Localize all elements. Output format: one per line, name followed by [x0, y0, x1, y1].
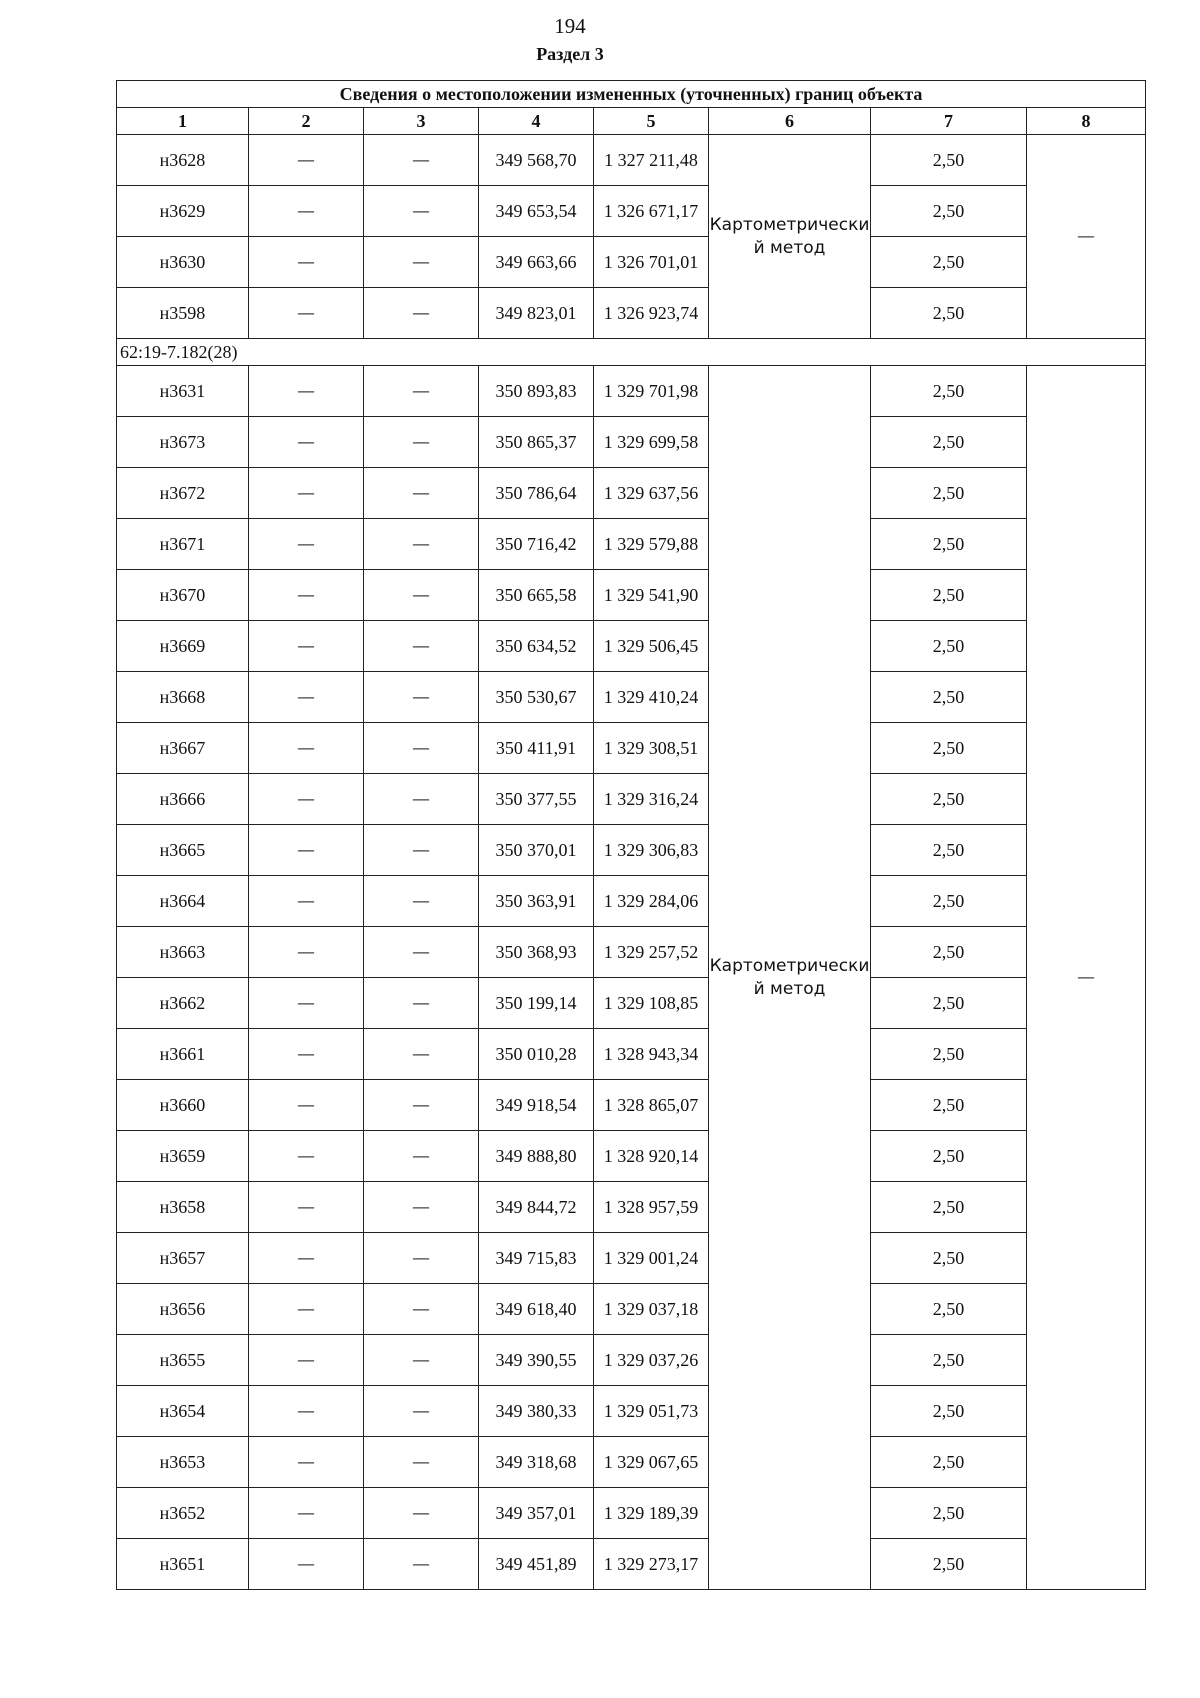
table-row [117, 1437, 1146, 1488]
col2-value: — [249, 1335, 364, 1386]
col3-value: — [364, 135, 479, 186]
col2-value: — [249, 825, 364, 876]
y-coordinate: 1 328 943,34 [594, 1029, 709, 1080]
y-coordinate: 1 329 306,83 [594, 825, 709, 876]
accuracy-value: 2,50 [871, 1539, 1027, 1590]
table-row [117, 672, 1146, 723]
table-row [117, 186, 1146, 237]
x-coordinate: 349 715,83 [479, 1233, 594, 1284]
accuracy-value: 2,50 [871, 978, 1027, 1029]
x-coordinate: 349 823,01 [479, 288, 594, 339]
col3-value: — [364, 876, 479, 927]
accuracy-value: 2,50 [871, 774, 1027, 825]
x-coordinate: 350 786,64 [479, 468, 594, 519]
point-id: н3628 [117, 135, 249, 186]
table-row [117, 621, 1146, 672]
accuracy-value: 2,50 [871, 1080, 1027, 1131]
x-coordinate: 349 357,01 [479, 1488, 594, 1539]
col2-value: — [249, 1539, 364, 1590]
col2-value: — [249, 288, 364, 339]
point-id: н3665 [117, 825, 249, 876]
method-cell: Картометрически й метод [709, 135, 871, 339]
accuracy-value: 2,50 [871, 186, 1027, 237]
point-id: н3654 [117, 1386, 249, 1437]
table-row [117, 1029, 1146, 1080]
y-coordinate: 1 328 865,07 [594, 1080, 709, 1131]
point-id: н3631 [117, 366, 249, 417]
y-coordinate: 1 326 923,74 [594, 288, 709, 339]
accuracy-value: 2,50 [871, 468, 1027, 519]
point-id: н3598 [117, 288, 249, 339]
table-body [117, 81, 1146, 1590]
column-number: 3 [364, 108, 479, 135]
table-row [117, 468, 1146, 519]
x-coordinate: 350 411,91 [479, 723, 594, 774]
col2-value: — [249, 366, 364, 417]
note-cell: — [1027, 135, 1146, 339]
accuracy-value: 2,50 [871, 1386, 1027, 1437]
col2-value: — [249, 237, 364, 288]
col2-value: — [249, 876, 364, 927]
table-row [117, 1131, 1146, 1182]
accuracy-value: 2,50 [871, 519, 1027, 570]
table-row [117, 825, 1146, 876]
accuracy-value: 2,50 [871, 237, 1027, 288]
col3-value: — [364, 672, 479, 723]
accuracy-value: 2,50 [871, 1131, 1027, 1182]
table-title: Сведения о местоположении измененных (уточненных) границ объекта [117, 81, 1146, 108]
col2-value: — [249, 468, 364, 519]
column-number: 6 [709, 108, 871, 135]
col2-value: — [249, 1080, 364, 1131]
col3-value: — [364, 519, 479, 570]
accuracy-value: 2,50 [871, 621, 1027, 672]
column-number: 5 [594, 108, 709, 135]
col2-value: — [249, 1131, 364, 1182]
point-id: н3661 [117, 1029, 249, 1080]
accuracy-value: 2,50 [871, 1488, 1027, 1539]
col3-value: — [364, 1335, 479, 1386]
y-coordinate: 1 327 211,48 [594, 135, 709, 186]
y-coordinate: 1 329 037,18 [594, 1284, 709, 1335]
col2-value: — [249, 978, 364, 1029]
y-coordinate: 1 326 671,17 [594, 186, 709, 237]
point-id: н3659 [117, 1131, 249, 1182]
col3-value: — [364, 1284, 479, 1335]
point-id: н3673 [117, 417, 249, 468]
x-coordinate: 350 530,67 [479, 672, 594, 723]
col2-value: — [249, 417, 364, 468]
col2-value: — [249, 774, 364, 825]
table-row [117, 237, 1146, 288]
accuracy-value: 2,50 [871, 1437, 1027, 1488]
y-coordinate: 1 329 637,56 [594, 468, 709, 519]
table-title-row [117, 81, 1146, 108]
x-coordinate: 349 318,68 [479, 1437, 594, 1488]
col2-value: — [249, 1437, 364, 1488]
column-number: 4 [479, 108, 594, 135]
accuracy-value: 2,50 [871, 417, 1027, 468]
y-coordinate: 1 329 037,26 [594, 1335, 709, 1386]
col3-value: — [364, 1539, 479, 1590]
col3-value: — [364, 621, 479, 672]
col3-value: — [364, 570, 479, 621]
boundary-coordinates-table [116, 80, 1146, 1590]
table-row [117, 1284, 1146, 1335]
table-row [117, 978, 1146, 1029]
x-coordinate: 350 010,28 [479, 1029, 594, 1080]
x-coordinate: 349 663,66 [479, 237, 594, 288]
column-number: 2 [249, 108, 364, 135]
point-id: н3672 [117, 468, 249, 519]
col3-value: — [364, 468, 479, 519]
col2-value: — [249, 672, 364, 723]
accuracy-value: 2,50 [871, 1335, 1027, 1386]
col2-value: — [249, 1029, 364, 1080]
point-id: н3666 [117, 774, 249, 825]
y-coordinate: 1 329 051,73 [594, 1386, 709, 1437]
point-id: н3658 [117, 1182, 249, 1233]
table-row [117, 1386, 1146, 1437]
col2-value: — [249, 135, 364, 186]
accuracy-value: 2,50 [871, 1182, 1027, 1233]
x-coordinate: 349 888,80 [479, 1131, 594, 1182]
col3-value: — [364, 237, 479, 288]
col3-value: — [364, 1029, 479, 1080]
note-cell: — [1027, 366, 1146, 1590]
point-id: н3671 [117, 519, 249, 570]
col3-value: — [364, 1488, 479, 1539]
y-coordinate: 1 329 257,52 [594, 927, 709, 978]
col3-value: — [364, 186, 479, 237]
x-coordinate: 349 451,89 [479, 1539, 594, 1590]
x-coordinate: 349 618,40 [479, 1284, 594, 1335]
col3-value: — [364, 1080, 479, 1131]
point-id: н3656 [117, 1284, 249, 1335]
parcel-number: 62:19-7.182(28) [117, 339, 1146, 366]
col3-value: — [364, 723, 479, 774]
column-number: 1 [117, 108, 249, 135]
col3-value: — [364, 366, 479, 417]
accuracy-value: 2,50 [871, 927, 1027, 978]
accuracy-value: 2,50 [871, 672, 1027, 723]
x-coordinate: 350 363,91 [479, 876, 594, 927]
x-coordinate: 350 865,37 [479, 417, 594, 468]
accuracy-value: 2,50 [871, 1029, 1027, 1080]
col2-value: — [249, 1386, 364, 1437]
table-row [117, 1335, 1146, 1386]
col2-value: — [249, 1488, 364, 1539]
col2-value: — [249, 519, 364, 570]
point-id: н3630 [117, 237, 249, 288]
section-title: Раздел 3 [536, 44, 604, 64]
y-coordinate: 1 329 701,98 [594, 366, 709, 417]
point-id: н3629 [117, 186, 249, 237]
col3-value: — [364, 1233, 479, 1284]
point-id: н3663 [117, 927, 249, 978]
table-row [117, 1182, 1146, 1233]
col3-value: — [364, 1182, 479, 1233]
y-coordinate: 1 329 541,90 [594, 570, 709, 621]
col3-value: — [364, 288, 479, 339]
y-coordinate: 1 328 920,14 [594, 1131, 709, 1182]
col3-value: — [364, 417, 479, 468]
y-coordinate: 1 329 189,39 [594, 1488, 709, 1539]
y-coordinate: 1 329 506,45 [594, 621, 709, 672]
column-number: 8 [1027, 108, 1146, 135]
point-id: н3668 [117, 672, 249, 723]
method-cell: Картометрически й метод [709, 366, 871, 1590]
x-coordinate: 350 377,55 [479, 774, 594, 825]
col2-value: — [249, 1182, 364, 1233]
y-coordinate: 1 329 579,88 [594, 519, 709, 570]
col3-value: — [364, 1131, 479, 1182]
col2-value: — [249, 186, 364, 237]
point-id: н3653 [117, 1437, 249, 1488]
table-row [117, 519, 1146, 570]
x-coordinate: 350 370,01 [479, 825, 594, 876]
accuracy-value: 2,50 [871, 723, 1027, 774]
table-row [117, 570, 1146, 621]
col3-value: — [364, 1437, 479, 1488]
table-row [117, 417, 1146, 468]
col3-value: — [364, 927, 479, 978]
y-coordinate: 1 329 699,58 [594, 417, 709, 468]
point-id: н3667 [117, 723, 249, 774]
col2-value: — [249, 1233, 364, 1284]
x-coordinate: 349 380,33 [479, 1386, 594, 1437]
table-row [117, 1233, 1146, 1284]
point-id: н3670 [117, 570, 249, 621]
x-coordinate: 350 665,58 [479, 570, 594, 621]
x-coordinate: 350 893,83 [479, 366, 594, 417]
table-row [117, 723, 1146, 774]
table-row [117, 366, 1146, 417]
table-row [117, 774, 1146, 825]
x-coordinate: 349 653,54 [479, 186, 594, 237]
column-number-row [117, 108, 1146, 135]
table-row [117, 1488, 1146, 1539]
accuracy-value: 2,50 [871, 366, 1027, 417]
y-coordinate: 1 329 308,51 [594, 723, 709, 774]
y-coordinate: 1 329 001,24 [594, 1233, 709, 1284]
y-coordinate: 1 329 410,24 [594, 672, 709, 723]
col3-value: — [364, 1386, 479, 1437]
point-id: н3651 [117, 1539, 249, 1590]
accuracy-value: 2,50 [871, 288, 1027, 339]
column-number: 7 [871, 108, 1027, 135]
x-coordinate: 349 568,70 [479, 135, 594, 186]
table-row [117, 288, 1146, 339]
y-coordinate: 1 329 284,06 [594, 876, 709, 927]
col3-value: — [364, 978, 479, 1029]
col2-value: — [249, 621, 364, 672]
point-id: н3657 [117, 1233, 249, 1284]
page-number: 194 [554, 14, 586, 38]
point-id: н3662 [117, 978, 249, 1029]
col3-value: — [364, 825, 479, 876]
accuracy-value: 2,50 [871, 570, 1027, 621]
col2-value: — [249, 570, 364, 621]
col2-value: — [249, 927, 364, 978]
y-coordinate: 1 326 701,01 [594, 237, 709, 288]
col3-value: — [364, 774, 479, 825]
point-id: н3669 [117, 621, 249, 672]
y-coordinate: 1 329 067,65 [594, 1437, 709, 1488]
table-row [117, 876, 1146, 927]
col2-value: — [249, 1284, 364, 1335]
accuracy-value: 2,50 [871, 135, 1027, 186]
point-id: н3652 [117, 1488, 249, 1539]
accuracy-value: 2,50 [871, 825, 1027, 876]
x-coordinate: 350 368,93 [479, 927, 594, 978]
table-row [117, 1080, 1146, 1131]
point-id: н3660 [117, 1080, 249, 1131]
table-row [117, 1539, 1146, 1590]
y-coordinate: 1 329 108,85 [594, 978, 709, 1029]
accuracy-value: 2,50 [871, 1233, 1027, 1284]
point-id: н3664 [117, 876, 249, 927]
point-id: н3655 [117, 1335, 249, 1386]
y-coordinate: 1 329 273,17 [594, 1539, 709, 1590]
accuracy-value: 2,50 [871, 876, 1027, 927]
table-row [117, 135, 1146, 186]
x-coordinate: 349 844,72 [479, 1182, 594, 1233]
x-coordinate: 349 390,55 [479, 1335, 594, 1386]
accuracy-value: 2,50 [871, 1284, 1027, 1335]
parcel-row [117, 339, 1146, 366]
x-coordinate: 350 199,14 [479, 978, 594, 1029]
x-coordinate: 350 716,42 [479, 519, 594, 570]
x-coordinate: 349 918,54 [479, 1080, 594, 1131]
y-coordinate: 1 329 316,24 [594, 774, 709, 825]
col2-value: — [249, 723, 364, 774]
table-row [117, 927, 1146, 978]
y-coordinate: 1 328 957,59 [594, 1182, 709, 1233]
x-coordinate: 350 634,52 [479, 621, 594, 672]
